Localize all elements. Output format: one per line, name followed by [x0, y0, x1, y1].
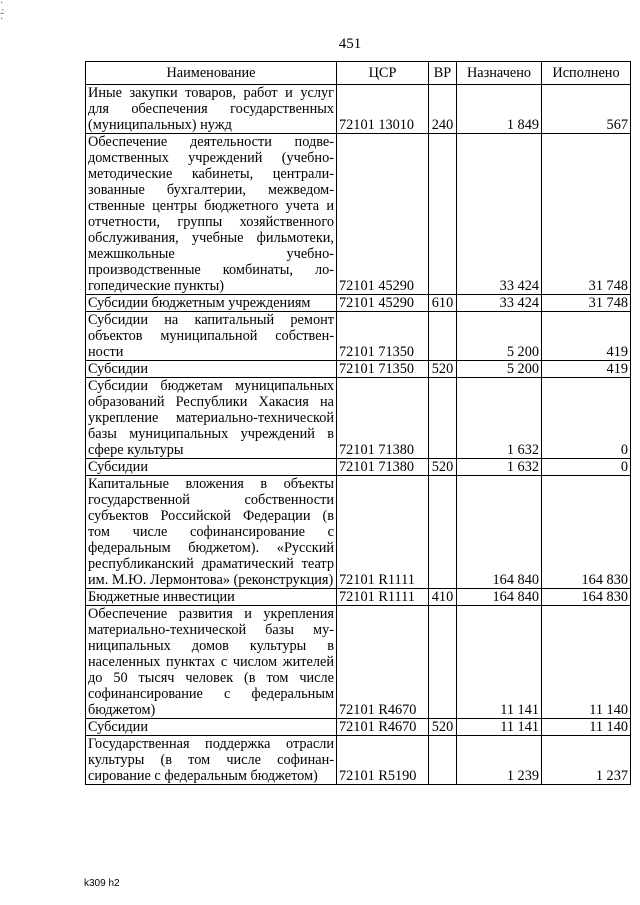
- cell-executed: 31 748: [542, 295, 631, 312]
- header-assigned: Назначено: [457, 62, 542, 85]
- cell-vr: [429, 476, 457, 589]
- cell-name: Обеспечение деятельности подведомственных учреждений (учебно-методические кабинеты, централизованные бухгалтерии, межведомственные центры бюджетного учета и отчетности, группы хозяйственного обслуживания, учебные фильмотеки, межшкольные учебно-производственные комбинаты, логопедические пункты): [86, 134, 337, 295]
- cell-csr: 72101 71380: [337, 459, 429, 476]
- cell-name: Капитальные вложения в объекты государственной собственности субъектов Российской Федерации (в том числе софинансирование с федеральным бюджетом). «Русский республиканский драматический театр им. М.Ю. Лермонтова» (реконструкция): [86, 476, 337, 589]
- cell-vr: [429, 312, 457, 361]
- footer-code: k309 h2: [84, 878, 120, 889]
- cell-vr: [429, 378, 457, 459]
- cell-assigned: 164 840: [457, 589, 542, 606]
- table-row: [86, 606, 631, 719]
- cell-executed: 164 830: [542, 476, 631, 589]
- cell-executed: 164 830: [542, 589, 631, 606]
- cell-executed: 419: [542, 312, 631, 361]
- scan-corner-mark: · .: ·: [0, 0, 4, 25]
- header-name: Наименование: [86, 62, 337, 85]
- cell-csr: 72101 71350: [337, 361, 429, 378]
- cell-vr: 240: [429, 85, 457, 134]
- table-row: [86, 719, 631, 736]
- header-executed: Исполнено: [542, 62, 631, 85]
- cell-executed: 0: [542, 459, 631, 476]
- cell-name: Субсидии: [86, 361, 337, 378]
- header-csr: ЦСР: [337, 62, 429, 85]
- table-row: [86, 736, 631, 785]
- cell-csr: 72101 R1111: [337, 589, 429, 606]
- cell-executed: 0: [542, 378, 631, 459]
- table-row: [86, 459, 631, 476]
- cell-csr: 72101 R5190: [337, 736, 429, 785]
- cell-vr: [429, 606, 457, 719]
- cell-assigned: 5 200: [457, 361, 542, 378]
- cell-name: Субсидии на капитальный ремонт объектов муниципальной собственности: [86, 312, 337, 361]
- cell-executed: 31 748: [542, 134, 631, 295]
- table-row: [86, 589, 631, 606]
- cell-executed: 11 140: [542, 606, 631, 719]
- cell-name: Субсидии: [86, 459, 337, 476]
- table-row: [86, 85, 631, 134]
- header-vr: ВР: [429, 62, 457, 85]
- table-row: [86, 378, 631, 459]
- cell-vr: [429, 736, 457, 785]
- table-body: [86, 85, 631, 785]
- cell-csr: 72101 13010: [337, 85, 429, 134]
- cell-vr: 520: [429, 459, 457, 476]
- cell-name: Субсидии: [86, 719, 337, 736]
- cell-assigned: 11 141: [457, 719, 542, 736]
- cell-name: Бюджетные инвестиции: [86, 589, 337, 606]
- cell-name: Субсидии бюджетным учреждениям: [86, 295, 337, 312]
- cell-vr: 520: [429, 361, 457, 378]
- cell-csr: 72101 R4670: [337, 719, 429, 736]
- cell-executed: 419: [542, 361, 631, 378]
- cell-assigned: 1 239: [457, 736, 542, 785]
- table-header-row: [86, 62, 631, 85]
- cell-assigned: 5 200: [457, 312, 542, 361]
- cell-vr: 610: [429, 295, 457, 312]
- cell-assigned: 164 840: [457, 476, 542, 589]
- cell-executed: 1 237: [542, 736, 631, 785]
- cell-name: Иные закупки товаров, работ и услуг для обеспечения государственных (муниципальных) нужд: [86, 85, 337, 134]
- cell-executed: 567: [542, 85, 631, 134]
- cell-name: Государственная поддержка отрасли культуры (в том числе софинансирование с федеральным бюджетом): [86, 736, 337, 785]
- table-row: [86, 295, 631, 312]
- cell-assigned: 33 424: [457, 134, 542, 295]
- cell-csr: 72101 R1111: [337, 476, 429, 589]
- cell-csr: 72101 71350: [337, 312, 429, 361]
- cell-vr: 410: [429, 589, 457, 606]
- cell-name: Обеспечение развития и укрепления материально-технической базы муниципальных домов культуры в населенных пунктах с числом жителей до 50 тысяч человек (в том числе софинансирование с федеральным бюджетом): [86, 606, 337, 719]
- cell-name: Субсидии бюджетам муниципальных образований Республики Хакасия на укрепление материально-технической базы муниципальных учреждений в сфере культуры: [86, 378, 337, 459]
- cell-assigned: 1 849: [457, 85, 542, 134]
- cell-executed: 11 140: [542, 719, 631, 736]
- cell-vr: [429, 134, 457, 295]
- cell-assigned: 33 424: [457, 295, 542, 312]
- cell-assigned: 1 632: [457, 459, 542, 476]
- cell-csr: 72101 71380: [337, 378, 429, 459]
- cell-csr: 72101 45290: [337, 134, 429, 295]
- cell-vr: 520: [429, 719, 457, 736]
- table-row: [86, 476, 631, 589]
- cell-csr: 72101 45290: [337, 295, 429, 312]
- table-row: [86, 361, 631, 378]
- cell-csr: 72101 R4670: [337, 606, 429, 719]
- cell-assigned: 11 141: [457, 606, 542, 719]
- table-row: [86, 134, 631, 295]
- page-number: 451: [338, 36, 362, 52]
- cell-assigned: 1 632: [457, 378, 542, 459]
- budget-table: [85, 61, 631, 785]
- table-row: [86, 312, 631, 361]
